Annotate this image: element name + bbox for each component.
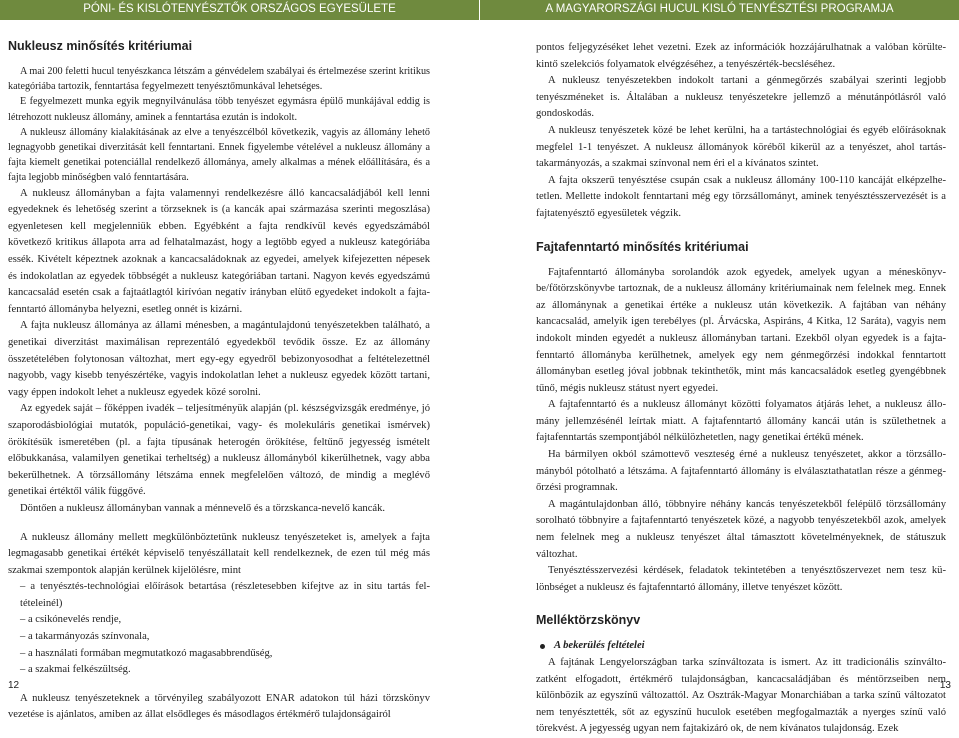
paragraph: Fajtafenntartó állományba sorolandók azok egyedek, amelyek ugyan a méneskönyvbe/főtörzskönyvbe tartoznak, de a nukleusz állomány kritériumainak nem felelnek meg. Ennek az állománynak a genetikai értéke a nukleusz után következik. A fajtában van néhány kancacsalád, amelyik igen terebélyes (pl. Árvácska, Aspiráns, 4 Kitka, 12 Saráta), vagyis nem indokolt minden egyedét a nukleusz állományban tartani. Ezekből olyan egyedek is a fajta-fenntartó állományba kerülhetnek, amelyek egy nem génmegőrzési indokkal fenntartott állományban esetleg jóval jobbnak tekinthetők, mint más kancacsaládok esetleg gyengébbnek tűnő, mégis nukleusz státust nyert egyedei. bbox=[536, 266, 946, 394]
paragraph: A nukleusz tenyészetekben indokolt tartani a génmegőrzés szabályai szerinti legjobb tenyészméneket is. Általában a nukleusz tenyészetekre jellemző a ménutánpótlásról való gondoskodás. bbox=[536, 75, 946, 120]
paragraph: A fajta nukleusz állománya az állami ménesben, a magántulajdonú tenyészetekben található, a genetikai diverzitást maximálisan reprezentáló egyedekből tevődik össze. Ez az állomány összetételében folytonosan változhat, mert egy-egy egyedről bebizonyosodhat a feltételezettnél nagyobb, vagy kisebb tenyészértéke, vagyis indokolatlan lehet a nukleusz egyedek között tartani, vagy éppen indokolt lehet a nukleusz egyedek közé sorolni. bbox=[8, 320, 430, 398]
paragraph: A nukleusz állományban a fajta valamennyi rendelkezésre álló kancacsaládjából kell lenni egyedeknek és lehetőség szerint a törzseknek is (a kancák apai származása szerinti megoszlása) egyenletesen kell megjelenniük ebben. Egyébként a fajta rendkívül kevés egyedszámából következő kritikus állapota arra ad felhatalmazást, hogy a legtöbb egyed a nukleusz kategóriába essék. Kivételt képeztnek azoknak a kancacsaládoknak az egyedei, amelyek kifejezetten népesek és indokolatlan az egyedek többségét a nukleusz kategóriában tartani. Nagyon kevés egyedszámú kancacsalád esetén csak a fajtaátlagtól kirívóan negatív irányban elütő egyedeket indokolt a fajta-fenntartó állományba helyezni, esetleg onnét is kizárni. bbox=[8, 187, 430, 315]
paragraph: Tenyésztésszervezési kérdések, feladatok tekintetében a tenyésztőszervezet nem tesz különbséget a nukleusz és fajtafenntartó állomány, illetve tenyészet között. bbox=[536, 565, 946, 593]
header-right-title: A MAGYARORSZÁGI HUCUL KISLÓ TENYÉSZTÉSI PROGRAMJA bbox=[545, 3, 894, 15]
header-left-title: PÓNI- ÉS KISLÓTENYÉSZTŐK ORSZÁGOS EGYESÜLETE bbox=[83, 3, 396, 15]
list-item: – a takarmányozás színvonala, bbox=[20, 629, 430, 646]
paragraph: Ha bármilyen okból számottevő veszteség érné a nukleusz tenyészetet, akkor a törzsállományból pótolható a létszáma. A fajtafenntartó állomány is elválasztathatatlan része a génmegőrzési programnak. bbox=[536, 449, 946, 494]
paragraph: A nukleusz tenyészeteknek a törvényileg szabályozott ENAR adatokon túl házi törzskönyv vezetése is ajánlatos, amiben az állat elsődleges és másodlagos értékmérő tulajdonságairól bbox=[8, 692, 430, 721]
paragraph: A mai 200 feletti hucul tenyészkanca létszám a génvédelem szabályai és értelmezése szerint kritikus kategóriába tartozik, fenntartása fegyelmezett tenyésztőmunkával lehetséges. bbox=[8, 66, 430, 93]
paragraph: A nukleusz állomány kialakításának az elve a tenyészcélból következik, vagyis az állomány lehető legnagyobb genetikai diverzitását kell fenntartani. Ennek figyelembe vételével a nukleusz állomány a fajta kiemelt genetikai potenciállal rendelkező állománya, amely alkalmas a mének előállítására, és a fajta legjobb minőségben való fenntartására. bbox=[8, 126, 430, 184]
paragraph: A fajtának Lengyelországban tarka színváltozata is ismert. Az itt tradicionális színváltozatként elfogadott, értékmérő tulajdonságban, kancacsaládjában és méntörzseiben nem különbözik az egyszínű változattól. Az Osztrák-Magyar Monarchiában a tarka színű változatot nem tenyésztették, sőt az egyszínű huculok esetében megfogalmazták a nyerges színű való törekvést. A jegyesség ugyan nem fajtakizáró ok, de nem kívánatos tulajdonság. Ezek bbox=[536, 657, 946, 735]
page-number-right: 13 bbox=[939, 680, 951, 691]
list-item: – a csikónevelés rendje, bbox=[20, 612, 430, 629]
section-heading-fajtafenntarto: Fajtafenntartó minősítés kritériumai bbox=[536, 239, 749, 254]
right-column bbox=[536, 40, 946, 738]
paragraph: A magántulajdonban álló, többnyire néhány kancás tenyészetekből felépülő törzsállomány sorolható többnyire a fajtafenntartó tenyészetek közé, a nagyobb tenyészetekből azok, amelyek nem felelnek meg a nukleusz tenyészet által támasztott követelményeknek, de státuszuk változhat. bbox=[536, 498, 946, 560]
paragraph: pontos feljegyzéséket lehet vezetni. Ezek az információk hozzájárulhatnak a valóban körültekintő szelekciós folyamatok elvégzéséhez, a tenyészérték-becsléséhez. bbox=[536, 42, 946, 70]
paragraph: A fajta okszerű tenyésztése csupán csak a nukleusz állomány 100-110 kancáját elképzelhetetlen. Mellette indokolt fenntartani még egy törzsállományt, aminek tenyésztésszervezését is a fajtatenyésztő egyesületek végzik. bbox=[536, 174, 946, 219]
list-item: – a használati formában megmutatkozó magasabbrendűség, bbox=[20, 646, 430, 663]
page-number-left: 12 bbox=[8, 680, 20, 691]
bullet-dot-icon bbox=[540, 644, 545, 649]
bullet-list bbox=[536, 638, 946, 655]
intro-block bbox=[8, 64, 430, 186]
criteria-list bbox=[8, 579, 430, 679]
paragraph: E fegyelmezett munka egyik megnyilvánulása több tenyészet egymásra épülő munkájával eddig is létrehozott nukleusz állomány, aminek a fenntartása ezután is indokolt. bbox=[8, 96, 430, 123]
paragraph: Döntően a nukleusz állományban vannak a ménnevelő és a törzskanca-nevelő kancák. bbox=[20, 502, 386, 514]
paragraph: A fajtafenntartó és a nukleusz állományt közötti folyamatos átjárás lehet, a nukleusz állomány jellemzésénél leírtak miatt. A fajtafenntartó állomány kancái után is születhetnek a fajtafenntartás szempontjából nélkülözhetetlen, nagy genetikai értékű mének. bbox=[536, 399, 946, 444]
section-heading-nukleusz: Nukleusz minősítés kritériumai bbox=[8, 39, 193, 53]
paragraph: A nukleusz tenyészetek közé be lehet kerülni, ha a tartástechnológiai és egyéb előírásoknak megfelel 1-1 tenyészet. A nukleusz állományok köréből kikerül az a tenyészet, ahol tartástakarmányozás, a szakmai színvonal nem éri el a kívánatos szintet. bbox=[536, 124, 946, 170]
paragraph: A nukleusz állomány mellett megkülönböztetünk nukleusz tenyészeteket is, amelyek a fajta legmagasabb genetikai értékét képviselő tenyészállatait kell rendelkeznek, de ezen túl még más szakmai szempontok alapján kerülnek kijelölésre, mint bbox=[8, 531, 430, 576]
left-column bbox=[8, 38, 430, 724]
bullet-item bbox=[554, 638, 946, 655]
bullet-label: A bekerülés feltételei bbox=[554, 640, 645, 652]
page-header bbox=[0, 0, 959, 20]
list-item: – a tenyésztés-technológiai előírások betartása (részletesebben kifejtve az in situ tartás feltételeinél) bbox=[20, 579, 430, 612]
list-item: – a szakmai felkészültség. bbox=[20, 662, 430, 679]
section-heading-mellektorzskonyv: Melléktörzskönyv bbox=[536, 613, 641, 628]
paragraph: Az egyedek saját – főképpen ivadék – teljesítményük alapján (pl. készségvizsgák eredménye, jó szaporodásbiológiai mutatók, populáció-genetikai, vagy- és molekuláris genetikai ismérvek) örökítésük ismeretében (pl. a fajta típusának heterogén örökítése, feltűnő jegyesség ismételt előbukkanása, valamilyen genetikai terheltség) a nukleusz állományból kikerülhetnek, vagy abba bekerülhetnek. A törzsállomány létszáma ennek megfelelően változó, de mindig a meglévő genetikai értéktől válik függővé. bbox=[8, 403, 430, 498]
